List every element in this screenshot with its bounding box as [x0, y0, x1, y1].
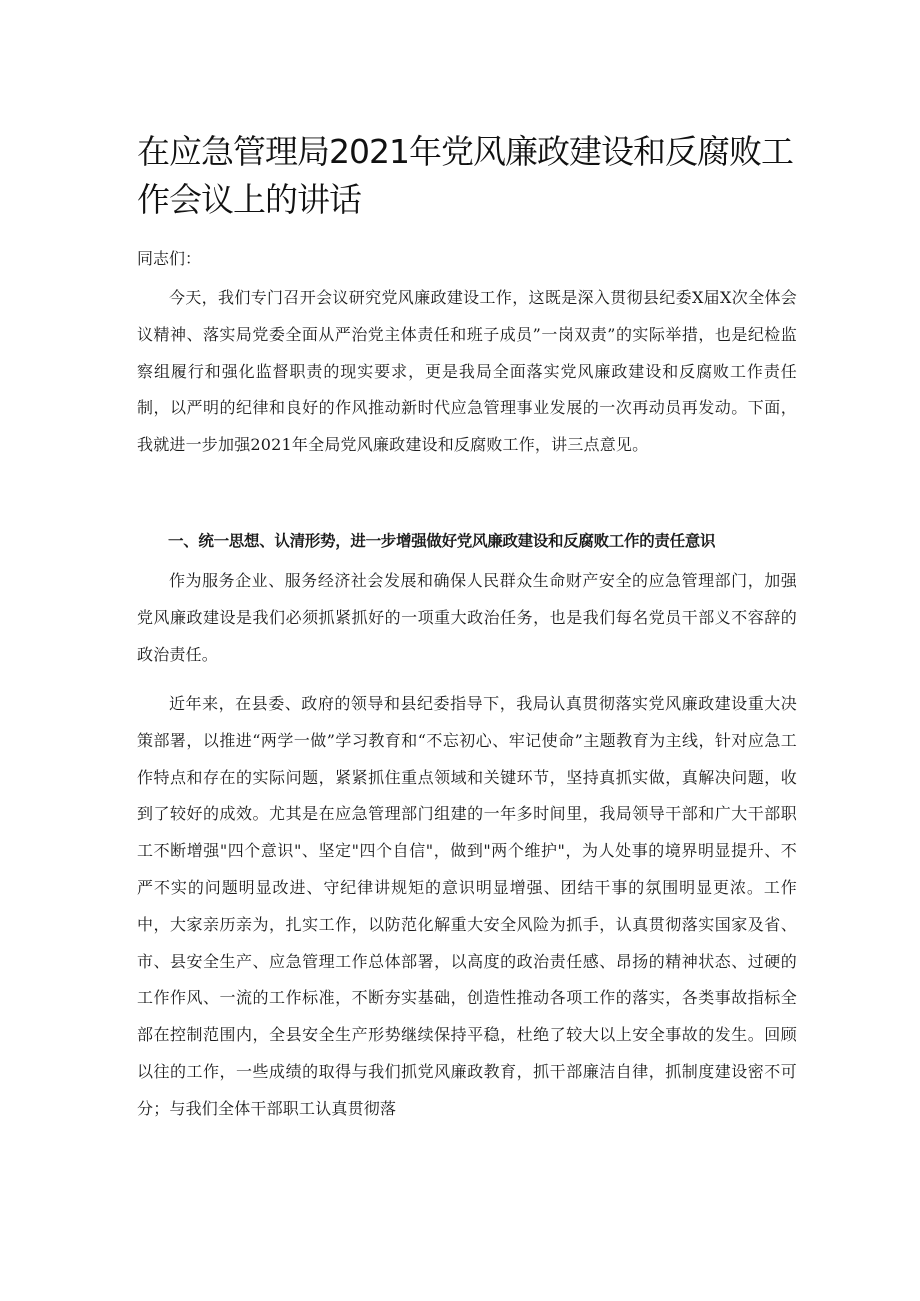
paragraph-section-1-a: 作为服务企业、服务经济社会发展和确保人民群众生命财产安全的应急管理部门，加强党风廉政建设是我们必须抓紧抓好的一项重大政治任务，也是我们每名党员干部义不容辞的政治责任。 — [137, 571, 797, 664]
section-heading-1: 一、统一思想、认清形势，进一步增强做好党风廉政建设和反腐败工作的责任意识 — [168, 532, 716, 550]
greeting: 同志们： — [137, 249, 202, 268]
document-title: 在应急管理局2021年党风廉政建设和反腐败工作会议上的讲话 — [137, 132, 793, 219]
paragraph-section-1-b: 近年来，在县委、政府的领导和县纪委指导下，我局认真贯彻落实党风廉政建设重大决策部署，以推进“两学一做”学习教育和“不忘初心、牢记使命”主题教育为主线，针对应急工作特点和存在的实际问题，紧紧抓住重点领域和关键环节，坚持真抓实做，真解决问题，收到了较好的成效。尤其是在应急管理部门组建的一年多时间里，我局领导干部和广大干部职工不断增强"四个意识"、坚定"四个自信"，做到"两个维护"，为人处事的境界明显提升、不严不实的问题明显改进、守纪律讲规矩的意识明显增强、团结干事的氛围明显更浓。工作中，大家亲历亲为，扎实工作，以防范化解重大安全风险为抓手，认真贯彻落实国家及省、市、县安全生产、应急管理工作总体部署，以高度的政治责任感、昂扬的精神状态、过硬的工作作风、一流的工作标准，不断夯实基础，创造性推动各项工作的落实，各类事故指标全部在控制范围内，全县安全生产形势继续保持平稳，杜绝了较大以上安全事故的发生。回顾以往的工作，一些成绩的取得与我们抓党风廉政教育，抓干部廉洁自律，抓制度建设密不可分；与我们全体干部职工认真贯彻落 — [137, 694, 797, 1118]
paragraph-intro: 今天，我们专门召开会议研究党风廉政建设工作，这既是深入贯彻县纪委X届X次全体会议精神、落实局党委全面从严治党主体责任和班子成员”一岗双责”的实际举措，也是纪检监察组履行和强化监督职责的现实要求，更是我局全面落实党风廉政建设和反腐败工作责任制，以严明的纪律和良好的作风推动新时代应急管理事业发展的一次再动员再发动。下面，我就进一步加强2021年全局党风廉政建设和反腐败工作，讲三点意见。 — [137, 288, 797, 455]
